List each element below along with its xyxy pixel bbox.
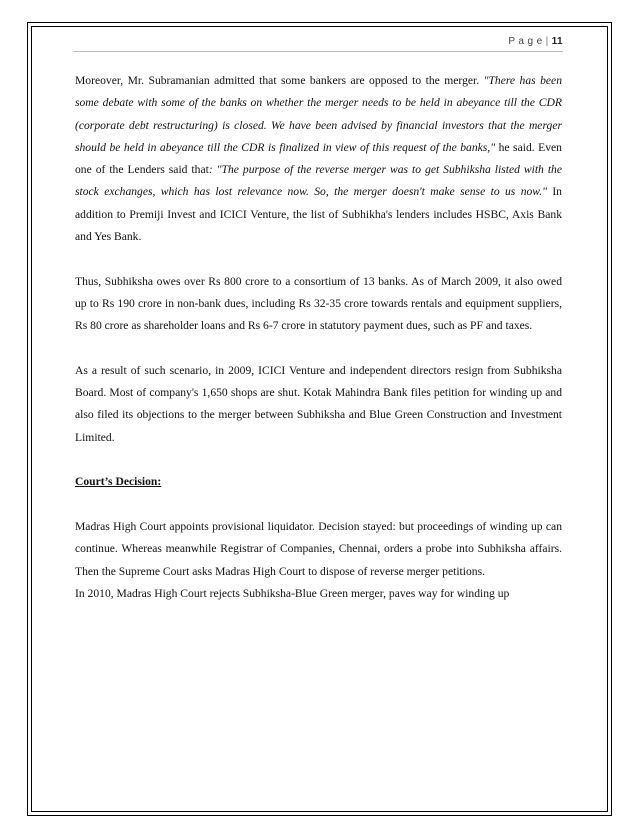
document-body xyxy=(75,70,562,605)
p1-text-1: Moreover, Mr. Subramanian admitted that some bankers are opposed to the merger. xyxy=(75,74,484,87)
paragraph-5: In 2010, Madras High Court rejects Subhiksha-Blue Green merger, paves way for winding up xyxy=(75,586,510,600)
p1-quote-2: : "The purpose of the reverse merger was to get Subhiksha listed with the stock exchanges, which has lost relevance now. So, the merger doesn't make sense to us now." xyxy=(75,163,562,199)
paragraph-gap xyxy=(75,248,562,270)
paragraph-gap xyxy=(75,494,562,516)
page-header xyxy=(75,36,563,51)
page-separator: | xyxy=(545,36,549,47)
paragraph-4: Madras High Court appoints provisional liquidator. Decision stayed: but proceedings of winding up can continue. Whereas meanwhile Registrar of Companies, Chennai, orders a probe into Subhiksha affairs. Then the Supreme Court asks Madras High Court to dispose of reverse merger petitions. xyxy=(75,519,562,578)
page-number: 11 xyxy=(551,36,563,47)
paragraph-gap xyxy=(75,449,562,471)
p1-quote-1: "There has been some debate with some of the banks on whether the merger needs to be held in abeyance till the CDR (corporate debt restructuring) is closed. We have been advised by financial investors that the merger should be held in abeyance till the CDR is finalized in view of this request of the banks," xyxy=(75,74,562,154)
page-label: P a g e xyxy=(508,36,543,47)
p1-text-3: In addition to Premiji Invest and ICICI Venture, the list of Subhikha's lenders includes HSBC, Axis Bank and Yes Bank. xyxy=(75,185,562,244)
section-heading: Court’s Decision: xyxy=(75,475,162,489)
paragraph-2: Thus, Subhiksha owes over Rs 800 crore to a consortium of 13 banks. As of March 2009, it also owed up to Rs 190 crore in non-bank dues, including Rs 32-35 crore towards rentals and equipment suppliers, Rs 80 crore as shareholder loans and Rs 6-7 crore in statutory payment dues, such as PF and taxes. xyxy=(75,274,562,333)
header-rule xyxy=(73,51,563,52)
paragraph-1 xyxy=(75,70,562,248)
paragraph-gap xyxy=(75,338,562,360)
p1-text-2: he said. Even one of the Lenders said that xyxy=(75,140,562,177)
paragraph-3: As a result of such scenario, in 2009, ICICI Venture and independent directors resign from Subhiksha Board. Most of company's 1,650 shops are shut. Kotak Mahindra Bank files petition for winding up and also filed its objections to the merger between Subhiksha and Blue Green Construction and Investment Limited. xyxy=(75,363,562,444)
